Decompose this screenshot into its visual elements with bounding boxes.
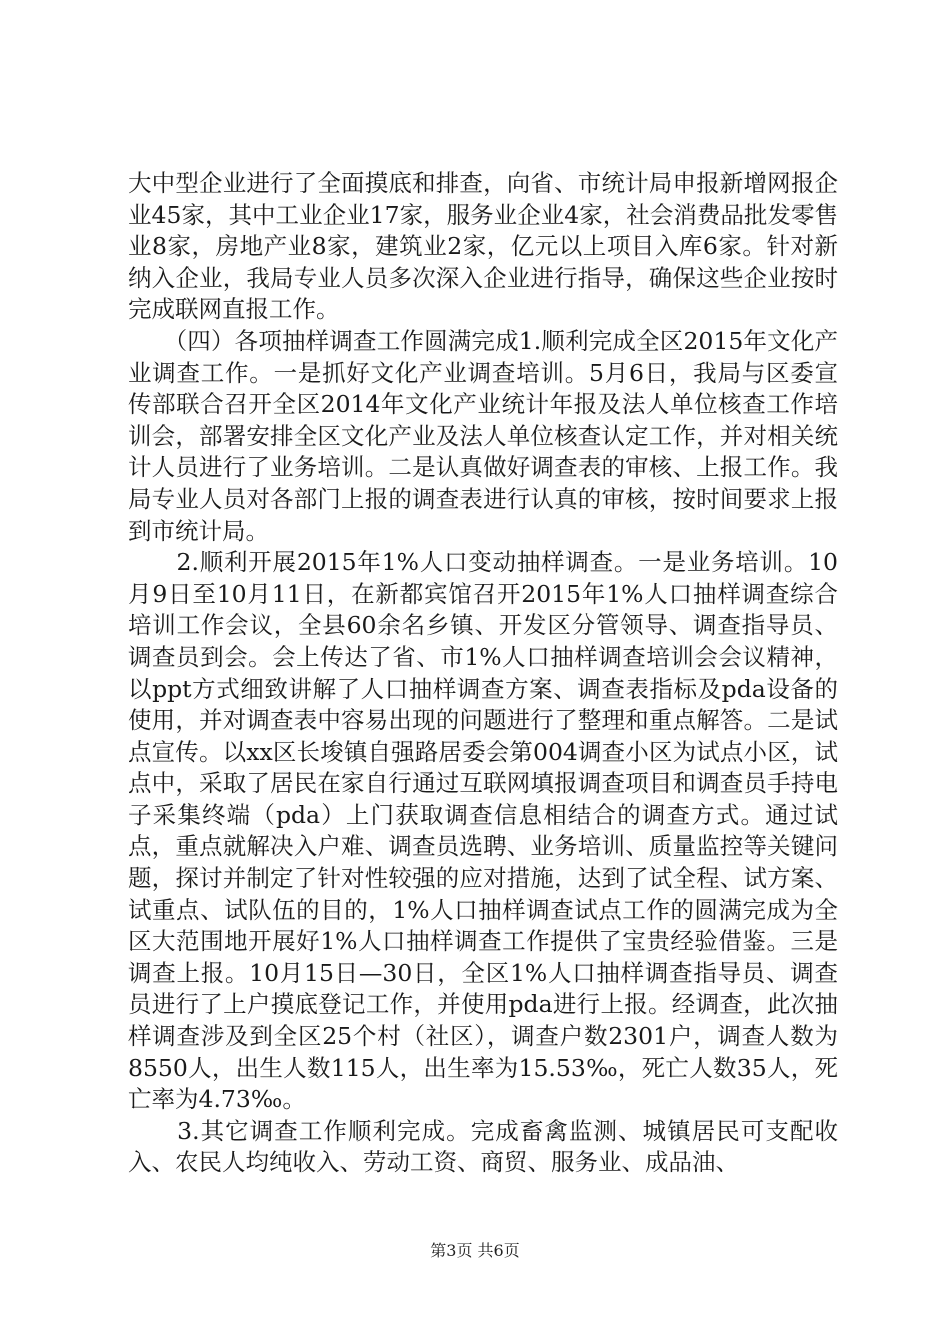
paragraph-other-surveys: 3.其它调查工作顺利完成。完成畜禽监测、城镇居民可支配收入、农民人均纯收入、劳动工资、商贸、服务业、成品油、 <box>128 1116 838 1177</box>
paragraph-enterprise-survey: 大中型企业进行了全面摸底和排查，向省、市统计局申报新增网报企业45家，其中工业企业17家，服务业企业4家，社会消费品批发零售业8家，房地产业8家，建筑业2家，亿元以上项目入库6家。针对新纳入企业，我局专业人员多次深入企业进行指导，确保这些企业按时完成联网直报工作。 <box>128 169 838 324</box>
paragraph-sampling-surveys: （四）各项抽样调查工作圆满完成1.顺利完成全区2015年文化产业调查工作。一是抓好文化产业调查培训。5月6日，我局与区委宣传部联合召开全区2014年文化产业统计年报及法人单位核查工作培训会，部署安排全区文化产业及法人单位核查认定工作，并对相关统计人员进行了业务培训。二是认真做好调查表的审核、上报工作。我局专业人员对各部门上报的调查表进行认真的审核，按时间要求上报到市统计局。 <box>128 326 838 545</box>
page-number-footer: 第3页 共6页 <box>430 1241 520 1260</box>
paragraph-population-survey: 2.顺利开展2015年1%人口变动抽样调查。一是业务培训。10月9日至10月11日，在新都宾馆召开2015年1%人口抽样调查综合培训工作会议，全县60余名乡镇、开发区分管领导、调查指导员、调查员到会。会上传达了省、市1%人口抽样调查培训会会议精神，以ppt方式细致讲解了人口抽样调查方案、调查表指标及pda设备的使用，并对调查表中容易出现的问题进行了整理和重点解答。二是试点宣传。以xx区长埈镇自强路居委会第004调查小区为试点小区，试点中，采取了居民在家自行通过互联网填报调查项目和调查员手持电子采集终端（pda）上门获取调查信息相结合的调查方式。通过试点，重点就解决入户难、调查员选聘、业务培训、质量监控等关键问题，探讨并制定了针对性较强的应对措施，达到了试全程、试方案、试重点、试队伍的目的，1%人口抽样调查试点工作的圆满完成为全区大范围地开展好1%人口抽样调查工作提供了宝贵经验借鉴。三是调查上报。10月15日—30日，全区1%人口抽样调查指导员、调查员进行了上户摸底登记工作，并使用pda进行上报。经调查，此次抽样调查涉及到全区25个村（社区），调查户数2301户，调查人数为8550人，出生人数115人，出生率为15.53‰，死亡人数35人，死亡率为4.73‰。 <box>128 548 838 1114</box>
document-body <box>128 168 838 1179</box>
